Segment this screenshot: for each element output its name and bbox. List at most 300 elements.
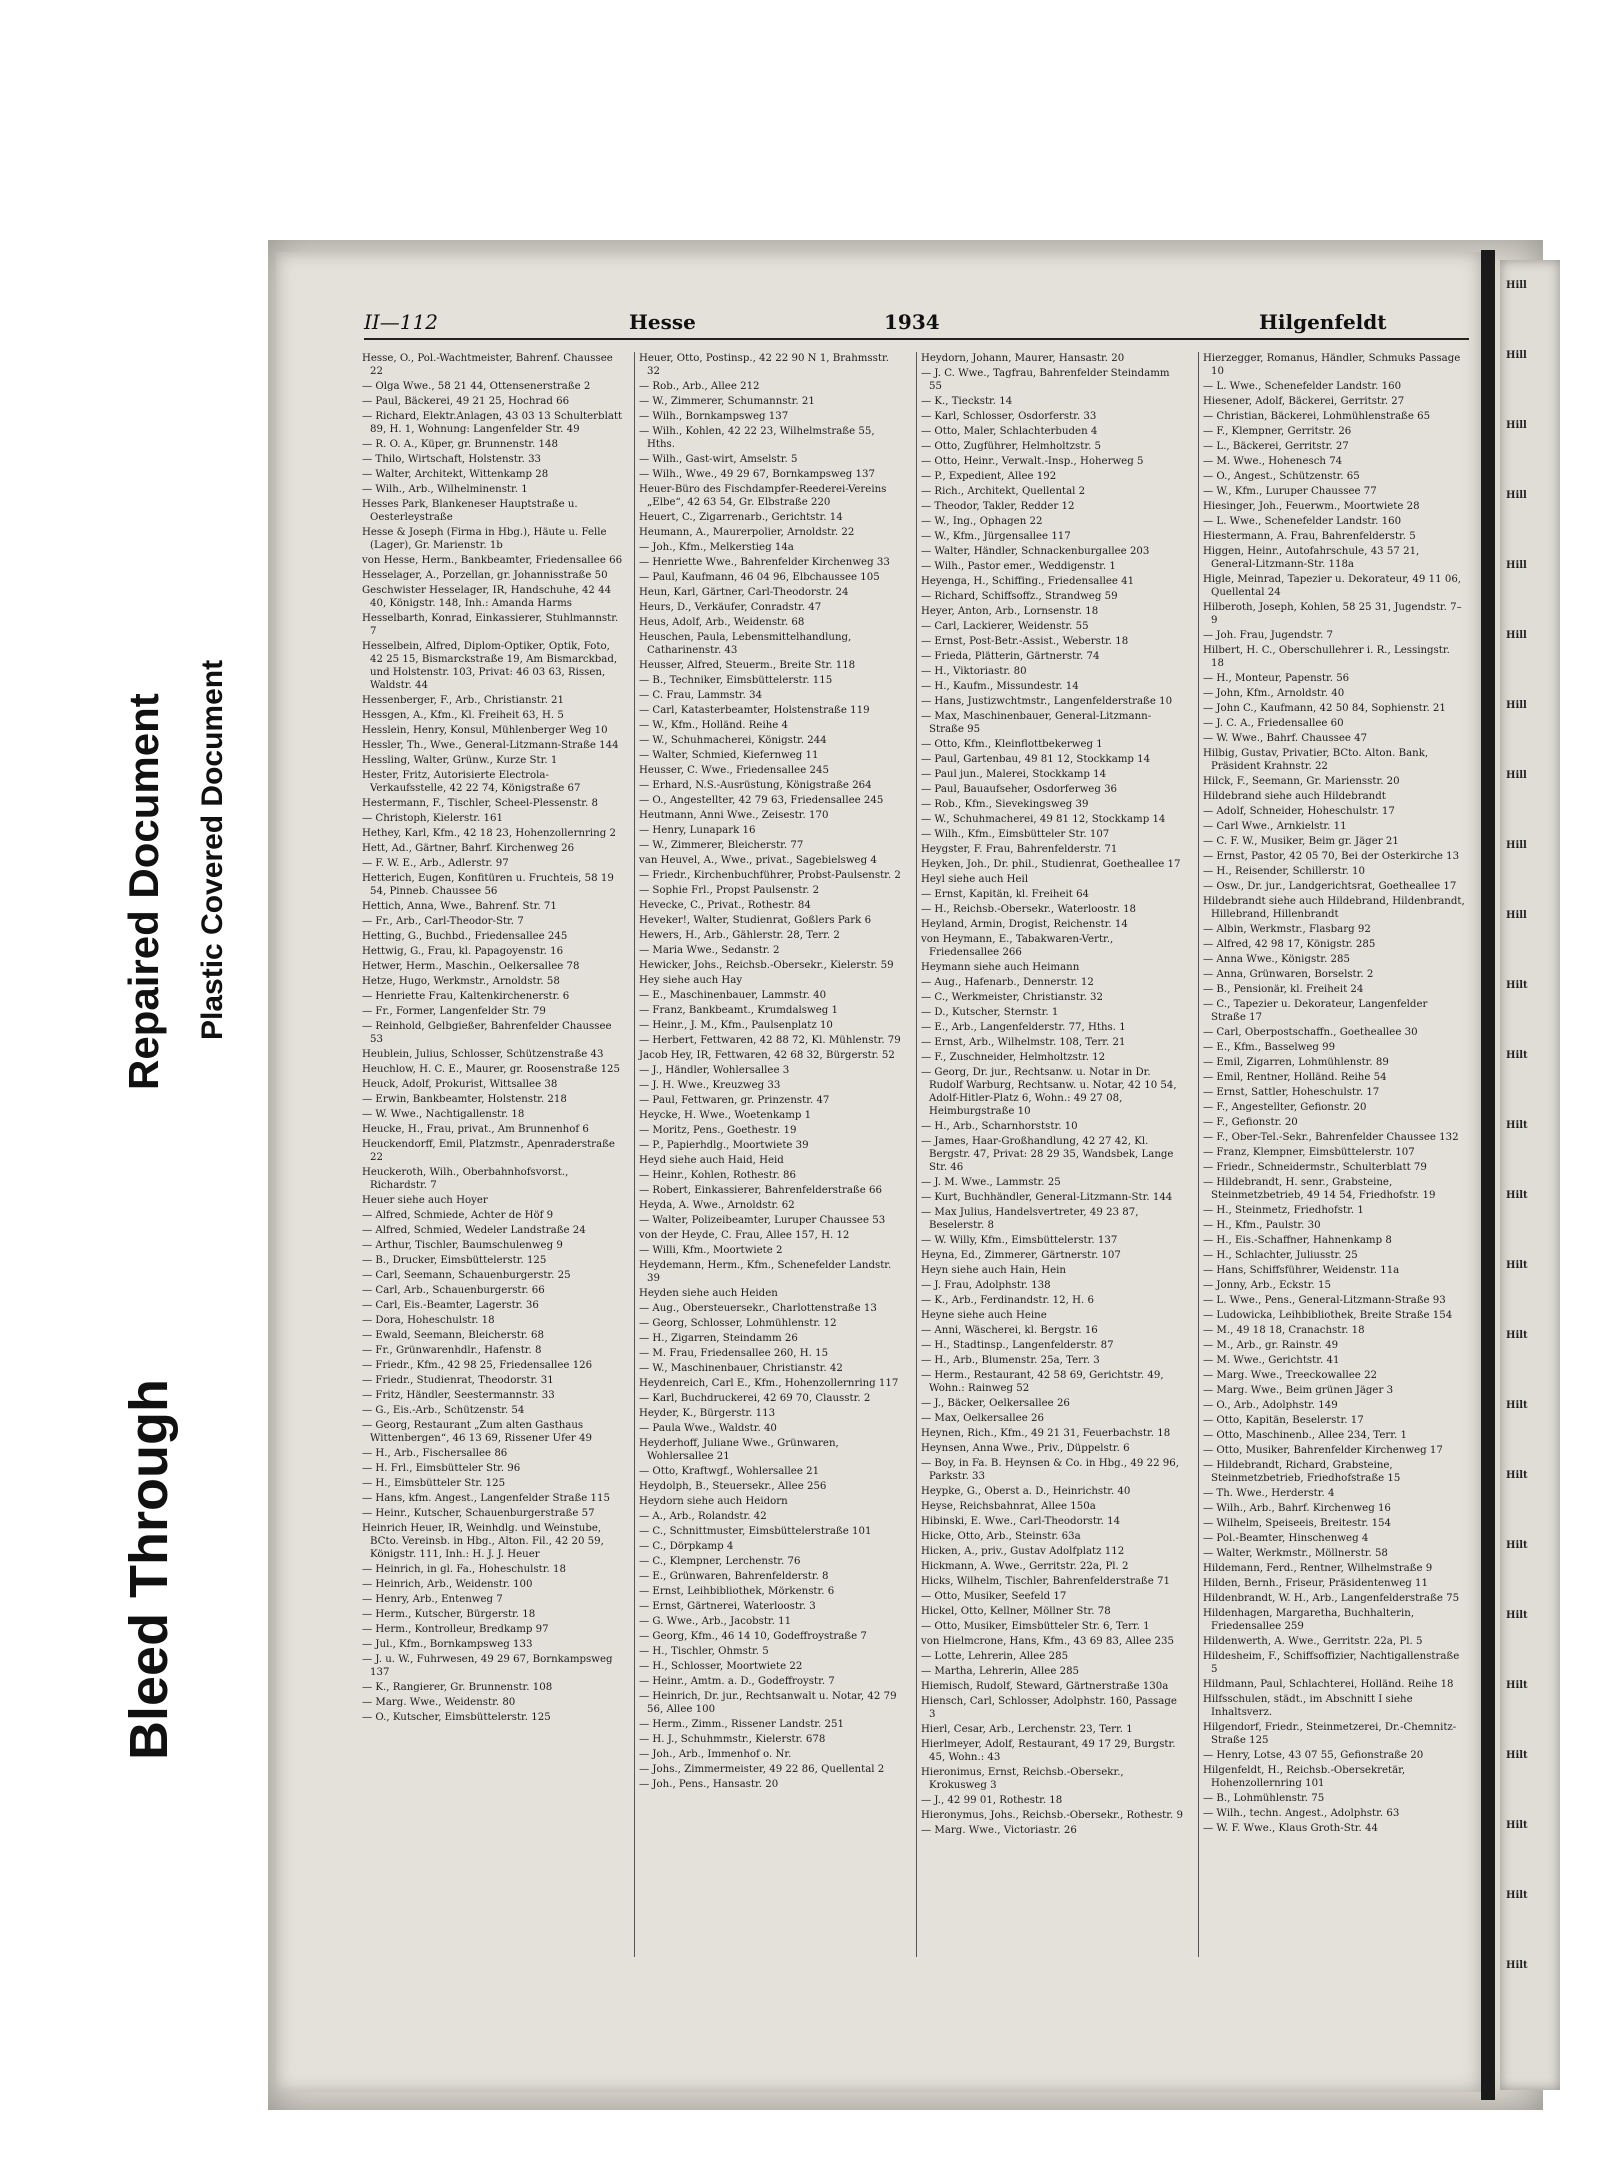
directory-entry: — H., Reichsb.-Obersekr., Waterloostr. 18	[921, 904, 1137, 915]
directory-entry: — Henriette Frau, Kaltenkirchenerstr. 6	[362, 991, 570, 1002]
directory-entry: — Otto, Musiker, Seefeld 17	[921, 1591, 1067, 1602]
directory-entry: — Georg, Kfm., 46 14 10, Godeffroystraße 7	[639, 1631, 867, 1642]
directory-entry: — H., Schlachter, Juliusstr. 25	[1203, 1250, 1358, 1261]
plastic-covered-label: Plastic Covered Document	[196, 659, 229, 1040]
next-page-stub: Hill	[1506, 770, 1527, 781]
directory-entry: — Friedr., Schneidermstr., Schulterblatt 79	[1203, 1162, 1427, 1173]
directory-entry: — Fr., Arb., Carl-Theodor-Str. 7	[362, 916, 524, 927]
directory-entry: — J. u. W., Fuhrwesen, 49 29 67, Bornkampsweg 137	[362, 1654, 613, 1678]
directory-entry: — W., Zimmerer, Schumannstr. 21	[639, 396, 815, 407]
directory-entry: — C. F. W., Musiker, Beim gr. Jäger 21	[1203, 836, 1399, 847]
directory-entry: — Wilh., Kohlen, 42 22 23, Wilhelmstraße 55, Hths.	[639, 426, 875, 450]
directory-entry: — G., Eis.-Arb., Schützenstr. 54	[362, 1405, 525, 1416]
directory-entry: Hilfsschulen, städt., im Abschnitt I siehe Inhaltsverz.	[1203, 1694, 1413, 1718]
directory-entry: — Ernst, Leihbibliothek, Mörkenstr. 6	[639, 1586, 835, 1597]
directory-entry: — Wilh., Gast-wirt, Amselstr. 5	[639, 454, 798, 465]
directory-entry: Heydenreich, Carl E., Kfm., Hohenzollernring 117	[639, 1378, 899, 1389]
directory-entry: — Osw., Dr. jur., Landgerichtsrat, Goetheallee 17	[1203, 881, 1457, 892]
directory-entry: Heycke, H. Wwe., Woetenkamp 1	[639, 1110, 812, 1121]
directory-entry: — Marg. Wwe., Weidenstr. 80	[362, 1697, 516, 1708]
directory-entry: Hewers, H., Arb., Gählerstr. 28, Terr. 2	[639, 930, 840, 941]
directory-page	[276, 252, 1481, 2092]
directory-entry: — Carl Wwe., Arnkielstr. 11	[1203, 821, 1347, 832]
directory-entry: Hesses Park, Blankeneser Hauptstraße u. Oesterleystraße	[362, 499, 578, 523]
directory-entry: Jacob Hey, IR, Fettwaren, 42 68 32, Bürgerstr. 52	[639, 1050, 895, 1061]
directory-entry: — O., Angest., Schützenstr. 65	[1203, 471, 1360, 482]
directory-entry: Hicken, A., priv., Gustav Adolfplatz 112	[921, 1546, 1125, 1557]
directory-entry: Heun, Karl, Gärtner, Carl-Theodorstr. 24	[639, 587, 849, 598]
directory-entry: von Heymann, E., Tabakwaren-Vertr., Friedensallee 266	[921, 934, 1114, 958]
directory-entry: — Hans, Justizwchtmstr., Langenfelderstraße 10	[921, 696, 1173, 707]
directory-entry: Heublein, Julius, Schlosser, Schützenstraße 43	[362, 1049, 604, 1060]
directory-entry: Heus, Adolf, Arb., Weidenstr. 68	[639, 617, 805, 628]
directory-entry: — Karl, Buchdruckerei, 42 69 70, Clausstr. 2	[639, 1393, 871, 1404]
directory-entry: von Hesse, Herm., Bankbeamter, Friedensallee 66	[362, 555, 623, 566]
directory-entry: — Paul, Bauaufseher, Osdorferweg 36	[921, 784, 1118, 795]
directory-entry: Heydolph, B., Steuersekr., Allee 256	[639, 1481, 827, 1492]
directory-entry: — W. Wwe., Nachtigallenstr. 18	[362, 1109, 525, 1120]
directory-entry: — Boy, in Fa. B. Heynsen & Co. in Hbg., 49 22 96, Parkstr. 33	[921, 1458, 1179, 1482]
directory-entry: — Ernst, Arb., Wilhelmstr. 108, Terr. 21	[921, 1037, 1126, 1048]
directory-entry: — J. H. Wwe., Kreuzweg 33	[639, 1080, 781, 1091]
directory-entry: — Wilh., Bornkampsweg 137	[639, 411, 789, 422]
directory-column-4	[1198, 352, 1465, 1957]
directory-entry: — C., Werkmeister, Christianstr. 32	[921, 992, 1104, 1003]
directory-entry: Hickel, Otto, Kellner, Möllner Str. 78	[921, 1606, 1111, 1617]
directory-entry: — Frieda, Plätterin, Gärtnerstr. 74	[921, 651, 1100, 662]
directory-entry: — Georg, Schlosser, Lohmühlenstr. 12	[639, 1318, 837, 1329]
directory-entry: — H., Kfm., Paulstr. 30	[1203, 1220, 1321, 1231]
directory-entry: — W., Ing., Ophagen 22	[921, 516, 1043, 527]
directory-entry: — Otto, Zugführer, Helmholtzstr. 5	[921, 441, 1102, 452]
directory-entry: — K., Rangierer, Gr. Brunnenstr. 108	[362, 1682, 553, 1693]
directory-entry: — Jonny, Arb., Eckstr. 15	[1203, 1280, 1331, 1291]
directory-entry: — Ernst, Gärtnerei, Waterloostr. 3	[639, 1601, 816, 1612]
directory-entry: Higgen, Heinr., Autofahrschule, 43 57 21, General-Litzmann-Str. 118a	[1203, 546, 1420, 570]
directory-entry: — J. C. A., Friedensallee 60	[1203, 718, 1344, 729]
directory-entry: — Paul, Fettwaren, gr. Prinzenstr. 47	[639, 1095, 830, 1106]
directory-entry: — Georg, Dr. jur., Rechtsanw. u. Notar in Dr. Rudolf Warburg, Rechtsanw. u. Notar, 42 10 54, Adolf-Hitler-Platz 6, Wohn.: 49 27 08, Heimburgstraße 10	[921, 1067, 1177, 1117]
directory-entry: Heyer, Anton, Arb., Lornsenstr. 18	[921, 606, 1099, 617]
directory-entry: Hiensch, Carl, Schlosser, Adolphstr. 160, Passage 3	[921, 1696, 1177, 1720]
directory-entry: — J., Händler, Wohlersallee 3	[639, 1065, 790, 1076]
directory-entry: — Aug., Obersteuersekr., Charlottenstraße 13	[639, 1303, 877, 1314]
directory-entry: Hieronymus, Johs., Reichsb.-Obersekr., Rothestr. 9	[921, 1810, 1183, 1821]
directory-entry: — W., Kfm., Luruper Chaussee 77	[1203, 486, 1377, 497]
directory-entry: — H., Eis.-Schaffner, Hahnenkamp 8	[1203, 1235, 1392, 1246]
directory-entry: — Herbert, Fettwaren, 42 88 72, Kl. Mühlenstr. 79	[639, 1035, 901, 1046]
directory-entry: — Anna, Grünwaren, Borselstr. 2	[1203, 969, 1374, 980]
directory-column-3	[916, 352, 1183, 1957]
directory-entry: Hierl, Cesar, Arb., Lerchenstr. 23, Terr. 1	[921, 1724, 1133, 1735]
next-page-stub: Hilt	[1506, 1540, 1528, 1551]
directory-entry: — E., Grünwaren, Bahrenfelderstr. 8	[639, 1571, 829, 1582]
directory-entry: — Joh., Kfm., Melkerstieg 14a	[639, 542, 794, 553]
next-page-edge	[1500, 260, 1560, 2090]
directory-entry: — B., Pensionär, kl. Freiheit 24	[1203, 984, 1364, 995]
directory-entry: — Pol.-Beamter, Hinschenweg 4	[1203, 1533, 1369, 1544]
directory-entry: Hewicker, Johs., Reichsb.-Obersekr., Kielerstr. 59	[639, 960, 894, 971]
directory-entry: — Wilh., Pastor emer., Weddigenstr. 1	[921, 561, 1116, 572]
directory-entry: — Carl, Katasterbeamter, Holstenstraße 119	[639, 705, 870, 716]
directory-entry: — F., Ober-Tel.-Sekr., Bahrenfelder Chaussee 132	[1203, 1132, 1459, 1143]
directory-entry: — F. W. E., Arb., Adlerstr. 97	[362, 858, 509, 869]
directory-entry: — Alfred, Schmiede, Achter de Höf 9	[362, 1210, 554, 1221]
directory-entry: Heuschen, Paula, Lebensmittelhandlung, Catharinenstr. 43	[639, 632, 852, 656]
directory-entry: — Max Julius, Handelsvertreter, 49 23 87, Beselerstr. 8	[921, 1207, 1139, 1231]
directory-entry: — Wilh., Kfm., Eimsbütteler Str. 107	[921, 829, 1110, 840]
directory-entry: — H., Arb., Scharnhorststr. 10	[921, 1121, 1078, 1132]
directory-entry: — H., Schlosser, Moortwiete 22	[639, 1661, 803, 1672]
directory-entry: — M. Wwe., Hohenesch 74	[1203, 456, 1343, 467]
directory-entry: Heyland, Armin, Drogist, Reichenstr. 14	[921, 919, 1128, 930]
directory-entry: Hesslein, Henry, Konsul, Mühlenberger Weg 10	[362, 725, 608, 736]
directory-entry: — Maria Wwe., Sedanstr. 2	[639, 945, 780, 956]
directory-entry: — Th. Wwe., Herderstr. 4	[1203, 1488, 1335, 1499]
directory-entry: — Rob., Arb., Allee 212	[639, 381, 760, 392]
directory-entry: — H., Stadtinsp., Langenfelderstr. 87	[921, 1340, 1114, 1351]
directory-entry: — F., Angestellter, Gefionstr. 20	[1203, 1102, 1367, 1113]
directory-entry: — Otto, Musiker, Bahrenfelder Kirchenweg 17	[1203, 1445, 1443, 1456]
directory-entry: Hessgen, A., Kfm., Kl. Freiheit 63, H. 5	[362, 710, 564, 721]
directory-entry: Heyna, Ed., Zimmerer, Gärtnerstr. 107	[921, 1250, 1121, 1261]
directory-entry: — H., Monteur, Papenstr. 56	[1203, 673, 1350, 684]
directory-entry: — Robert, Einkassierer, Bahrenfelderstraße 66	[639, 1185, 882, 1196]
directory-entry: Hey siehe auch Hay	[639, 975, 743, 986]
directory-entry: — C., Klempner, Lerchenstr. 76	[639, 1556, 801, 1567]
directory-entry: Hesse, O., Pol.-Wachtmeister, Bahrenf. Chaussee 22	[362, 353, 613, 377]
directory-entry: — Emil, Rentner, Holländ. Reihe 54	[1203, 1072, 1387, 1083]
directory-entry: Hesse & Joseph (Firma in Hbg.), Häute u. Felle (Lager), Gr. Marienstr. 1b	[362, 527, 607, 551]
directory-entry: Heutmann, Anni Wwe., Zeisestr. 170	[639, 810, 829, 821]
directory-entry: — Otto, Heinr., Verwalt.-Insp., Hoherweg 5	[921, 456, 1144, 467]
directory-entry: Heuer, Otto, Postinsp., 42 22 90 N 1, Brahmsstr. 32	[639, 353, 889, 377]
directory-entry: Hesselager, A., Porzellan, gr. Johannisstraße 50	[362, 570, 608, 581]
directory-entry: — Adolf, Schneider, Hoheschulstr. 17	[1203, 806, 1395, 817]
directory-entry: Hetting, G., Buchbd., Friedensallee 245	[362, 931, 568, 942]
directory-entry: Hicks, Wilhelm, Tischler, Bahrenfelderstraße 71	[921, 1576, 1170, 1587]
directory-entry: Hicke, Otto, Arb., Steinstr. 63a	[921, 1531, 1081, 1542]
directory-entry: Heuck, Adolf, Prokurist, Wittsallee 38	[362, 1079, 558, 1090]
next-page-stub: Hilt	[1506, 1330, 1528, 1341]
directory-entry: — M., Arb., gr. Rainstr. 49	[1203, 1340, 1339, 1351]
directory-entry: — H., Reisender, Schillerstr. 10	[1203, 866, 1366, 877]
directory-entry: Heuchlow, H. C. E., Maurer, gr. Roosenstraße 125	[362, 1064, 621, 1075]
directory-entry: Hethey, Karl, Kfm., 42 18 23, Hohenzollernring 2	[362, 828, 616, 839]
directory-entry: — Rob., Kfm., Sievekingsweg 39	[921, 799, 1089, 810]
directory-entry: — E., Arb., Langenfelderstr. 77, Hths. 1	[921, 1022, 1126, 1033]
page-year: 1934	[884, 310, 940, 334]
next-page-stub: Hilt	[1506, 1400, 1528, 1411]
directory-entry: — F., Klempner, Gerritstr. 26	[1203, 426, 1352, 437]
directory-entry: — Walter, Schmied, Kiefernweg 11	[639, 750, 819, 761]
directory-entry: — Joh. Frau, Jugendstr. 7	[1203, 630, 1334, 641]
directory-entry: Hester, Fritz, Autorisierte Electrola-Verkaufsstelle, 42 22 74, Königstraße 67	[362, 770, 581, 794]
directory-entry: — Fr., Former, Langenfelder Str. 79	[362, 1006, 546, 1017]
directory-entry: — O., Arb., Adolphstr. 149	[1203, 1400, 1338, 1411]
directory-entry: — J., 42 99 01, Rothestr. 18	[921, 1795, 1063, 1806]
directory-entry: — Johs., Zimmermeister, 49 22 86, Quellental 2	[639, 1764, 885, 1775]
directory-entry: Hibinski, E. Wwe., Carl-Theodorstr. 14	[921, 1516, 1121, 1527]
directory-entry: — Wilh., techn. Angest., Adolphstr. 63	[1203, 1808, 1400, 1819]
directory-entry: — Walter, Werkmstr., Möllnerstr. 58	[1203, 1548, 1388, 1559]
directory-entry: — W., Zimmerer, Bleicherstr. 77	[639, 840, 804, 851]
directory-entry: — Moritz, Pens., Goethestr. 19	[639, 1125, 797, 1136]
directory-entry: Hilbig, Gustav, Privatier, BCto. Alton. Bank, Präsident Krahnstr. 22	[1203, 748, 1429, 772]
directory-entry: — D., Kutscher, Sternstr. 1	[921, 1007, 1059, 1018]
directory-entry: — John C., Kaufmann, 42 50 84, Sophienstr. 21	[1203, 703, 1446, 714]
directory-entry: — Aug., Hafenarb., Dennerstr. 12	[921, 977, 1094, 988]
directory-entry: Hilden, Bernh., Friseur, Präsidentenweg 11	[1203, 1578, 1429, 1589]
directory-entry: — J. C. Wwe., Tagfrau, Bahrenfelder Steindamm 55	[921, 368, 1170, 392]
directory-entry: Hetze, Hugo, Werkmstr., Arnoldstr. 58	[362, 976, 560, 987]
directory-entry: Heymann siehe auch Heimann	[921, 962, 1080, 973]
directory-entry: — C., Dörpkamp 4	[639, 1541, 734, 1552]
directory-entry: Heyse, Reichsbahnrat, Allee 150a	[921, 1501, 1096, 1512]
directory-entry: — Erwin, Bankbeamter, Holstenstr. 218	[362, 1094, 567, 1105]
directory-entry: — Joh., Arb., Immenhof o. Nr.	[639, 1749, 792, 1760]
directory-entry: — Hildebrandt, Richard, Grabsteine, Steinmetzbetrieb, Friedhofstraße 15	[1203, 1460, 1401, 1484]
left-keyword: Hesse	[629, 310, 696, 334]
directory-entry: — Henriette Wwe., Bahrenfelder Kirchenweg 33	[639, 557, 890, 568]
directory-entry: — C. Frau, Lammstr. 34	[639, 690, 763, 701]
directory-entry: — John, Kfm., Arnoldstr. 40	[1203, 688, 1345, 699]
next-page-stub: Hilt	[1506, 1120, 1528, 1131]
directory-entry: — Otto, Maschinenb., Allee 234, Terr. 1	[1203, 1430, 1407, 1441]
directory-entry: — F., Gefionstr. 20	[1203, 1117, 1298, 1128]
directory-entry: — Friedr., Kirchenbuchführer, Probst-Paulsenstr. 2	[639, 870, 901, 881]
directory-entry: Hilgenfeldt, H., Reichsb.-Obersekretär, Hohenzollernring 101	[1203, 1765, 1406, 1789]
directory-entry: Hetwer, Herm., Maschin., Oelkersallee 78	[362, 961, 580, 972]
directory-entry: — E., Kfm., Basselweg 99	[1203, 1042, 1336, 1053]
next-page-stub: Hilt	[1506, 1050, 1528, 1061]
directory-entry: — F., Zuschneider, Helmholtzstr. 12	[921, 1052, 1106, 1063]
directory-entry: — Willi, Kfm., Moortwiete 2	[639, 1245, 783, 1256]
directory-entry: — H., Arb., Blumenstr. 25a, Terr. 3	[921, 1355, 1100, 1366]
directory-entry: — Sophie Frl., Propst Paulsenstr. 2	[639, 885, 820, 896]
directory-entry: — Herm., Kontrolleur, Bredkamp 97	[362, 1624, 549, 1635]
directory-entry: — James, Haar-Großhandlung, 42 27 42, Kl. Bergstr. 47, Privat: 28 29 35, Wandsbek, Lange Str. 46	[921, 1136, 1174, 1173]
directory-entry: — L. Wwe., Schenefelder Landstr. 160	[1203, 516, 1402, 527]
directory-entry: — Walter, Polizeibeamter, Luruper Chaussee 53	[639, 1215, 886, 1226]
directory-entry: — Heinrich, Dr. jur., Rechtsanwalt u. Notar, 42 79 56, Allee 100	[639, 1691, 897, 1715]
directory-entry: — J., Bäcker, Oelkersallee 26	[921, 1398, 1070, 1409]
directory-entry: — Wilh., Wwe., 49 29 67, Bornkampsweg 137	[639, 469, 875, 480]
directory-entry: — Herm., Restaurant, 42 58 69, Gerichtstr. 49, Wohn.: Rainweg 52	[921, 1370, 1164, 1394]
directory-entry: — G. Wwe., Arb., Jacobstr. 11	[639, 1616, 792, 1627]
directory-entry: — Franz, Bankbeamt., Krumdalsweg 1	[639, 1005, 839, 1016]
next-page-stub: Hilt	[1506, 1260, 1528, 1271]
next-page-stub: Hilt	[1506, 1890, 1528, 1901]
directory-entry: — A., Arb., Rolandstr. 42	[639, 1511, 767, 1522]
directory-entry: — Heinr., Kutscher, Schauenburgerstraße 57	[362, 1508, 595, 1519]
directory-entry: — Ernst, Sattler, Hoheschulstr. 17	[1203, 1087, 1380, 1098]
directory-entry: Heydemann, Herm., Kfm., Schenefelder Landstr. 39	[639, 1260, 892, 1284]
directory-entry: — W., Kfm., Jürgensallee 117	[921, 531, 1071, 542]
directory-entry: Heuer siehe auch Hoyer	[362, 1195, 488, 1206]
directory-entry: — Jul., Kfm., Bornkampsweg 133	[362, 1639, 533, 1650]
directory-entry: — Ernst, Post-Betr.-Assist., Weberstr. 18	[921, 636, 1129, 647]
directory-entry: Hestermann, F., Tischler, Scheel-Plessenstr. 8	[362, 798, 598, 809]
directory-entry: — Alfred, Schmied, Wedeler Landstraße 24	[362, 1225, 586, 1236]
directory-entry: — Theodor, Takler, Redder 12	[921, 501, 1075, 512]
directory-entry: Hildmann, Paul, Schlachterei, Holländ. Reihe 18	[1203, 1679, 1454, 1690]
directory-entry: Heyder, K., Bürgerstr. 113	[639, 1408, 776, 1419]
next-page-stub: Hilt	[1506, 1820, 1528, 1831]
directory-entry: — Heinr., J. M., Kfm., Paulsenplatz 10	[639, 1020, 833, 1031]
directory-entry: — Henry, Lotse, 43 07 55, Gefionstraße 20	[1203, 1750, 1424, 1761]
directory-entry: Heygster, F. Frau, Bahrenfelderstr. 71	[921, 844, 1118, 855]
directory-entry: Hettich, Anna, Wwe., Bahrenf. Str. 71	[362, 901, 557, 912]
directory-entry: — Otto, Maler, Schlachterbuden 4	[921, 426, 1098, 437]
directory-entry: — Richard, Elektr.Anlagen, 43 03 13 Schulterblatt 89, H. 1, Wohnung: Langenfelder Str. 49	[362, 411, 623, 435]
directory-entry: — Carl, Arb., Schauenburgerstr. 66	[362, 1285, 545, 1296]
directory-entry: Heynsen, Anna Wwe., Priv., Düppelstr. 6	[921, 1443, 1130, 1454]
directory-entry: — Heinrich, Arb., Weidenstr. 100	[362, 1579, 533, 1590]
directory-entry: Heuckeroth, Wilh., Oberbahnhofsvorst., Richardstr. 7	[362, 1167, 569, 1191]
directory-entry: — Hans, kfm. Angest., Langenfelder Straße 115	[362, 1493, 610, 1504]
directory-entry: — Emil, Zigarren, Lohmühlenstr. 89	[1203, 1057, 1389, 1068]
next-page-stub: Hilt	[1506, 1190, 1528, 1201]
next-page-stub: Hill	[1506, 700, 1527, 711]
directory-entry: — Ludowicka, Leihbibliothek, Breite Straße 154	[1203, 1310, 1453, 1321]
directory-entry: — H., Eimsbütteler Str. 125	[362, 1478, 506, 1489]
directory-entry: Heuert, C., Zigarrenarb., Gerichtstr. 14	[639, 512, 843, 523]
next-page-stub: Hilt	[1506, 1680, 1528, 1691]
directory-entry: Heyd siehe auch Haid, Heid	[639, 1155, 784, 1166]
directory-entry: — Kurt, Buchhändler, General-Litzmann-Str. 144	[921, 1192, 1173, 1203]
directory-entry: — Max, Oelkersallee 26	[921, 1413, 1044, 1424]
directory-entry: — Henry, Arb., Entenweg 7	[362, 1594, 503, 1605]
directory-entry: — Joh., Pens., Hansastr. 20	[639, 1779, 779, 1790]
directory-entry: — H. Frl., Eimsbütteler Str. 96	[362, 1463, 521, 1474]
directory-entry: — Otto, Musiker, Eimsbütteler Str. 6, Terr. 1	[921, 1621, 1150, 1632]
directory-entry: — Alfred, 42 98 17, Königstr. 285	[1203, 939, 1376, 950]
directory-entry: — Ernst, Pastor, 42 05 70, Bei der Osterkirche 13	[1203, 851, 1460, 862]
directory-entry: Hiesinger, Joh., Feuerwm., Moortwiete 28	[1203, 501, 1420, 512]
directory-entry: — B., Drucker, Eimsbüttelerstr. 125	[362, 1255, 547, 1266]
next-page-stub: Hill	[1506, 490, 1527, 501]
directory-entry: — K., Arb., Ferdinandstr. 12, H. 6	[921, 1295, 1094, 1306]
directory-entry: — Marg. Wwe., Beim grünen Jäger 3	[1203, 1385, 1394, 1396]
directory-entry: — L. Wwe., Schenefelder Landstr. 160	[1203, 381, 1402, 392]
directory-entry: — Walter, Architekt, Wittenkamp 28	[362, 469, 549, 480]
directory-entry: — Christian, Bäckerei, Lohmühlenstraße 65	[1203, 411, 1431, 422]
directory-entry: — M., 49 18 18, Cranachstr. 18	[1203, 1325, 1365, 1336]
directory-entry: — Thilo, Wirtschaft, Holstenstr. 33	[362, 454, 542, 465]
directory-entry: — H., Viktoriastr. 80	[921, 666, 1027, 677]
directory-entry: Heypke, G., Oberst a. D., Heinrichstr. 40	[921, 1486, 1131, 1497]
directory-entry: — J. M. Wwe., Lammstr. 25	[921, 1177, 1061, 1188]
directory-entry: Hiemisch, Rudolf, Steward, Gärtnerstraße 130a	[921, 1681, 1169, 1692]
directory-entry: — Herm., Zimm., Rissener Landstr. 251	[639, 1719, 844, 1730]
directory-entry: — Henry, Lunapark 16	[639, 825, 756, 836]
page-number: II—112	[364, 310, 438, 334]
directory-entry: Hierzegger, Romanus, Händler, Schmuks Passage 10	[1203, 353, 1461, 377]
directory-entry: Hilck, F., Seemann, Gr. Mariensstr. 20	[1203, 776, 1400, 787]
directory-entry: — Heinrich, in gl. Fa., Hoheschulstr. 18	[362, 1564, 566, 1575]
next-page-stub: Hill	[1506, 630, 1527, 641]
directory-entry: — Erhard, N.S.-Ausrüstung, Königstraße 264	[639, 780, 872, 791]
directory-entry: Hesselbarth, Konrad, Einkassierer, Stuhlmannstr. 7	[362, 613, 619, 637]
directory-entry: — M. Wwe., Gerichtstr. 41	[1203, 1355, 1340, 1366]
directory-entry: Hiestermann, A. Frau, Bahrenfelderstr. 5	[1203, 531, 1416, 542]
directory-entry: — Reinhold, Gelbgießer, Bahrenfelder Chaussee 53	[362, 1021, 612, 1045]
directory-entry: — C., Tapezier u. Dekorateur, Langenfelder Straße 17	[1203, 999, 1428, 1023]
directory-entry: — Olga Wwe., 58 21 44, Ottensenerstraße 2	[362, 381, 591, 392]
directory-entry: — K., Tieckstr. 14	[921, 396, 1013, 407]
directory-entry: Heyken, Joh., Dr. phil., Studienrat, Goetheallee 17	[921, 859, 1181, 870]
directory-entry: — W., Maschinenbauer, Christianstr. 42	[639, 1363, 843, 1374]
directory-entry: — H., Steinmetz, Friedhofstr. 1	[1203, 1205, 1364, 1216]
directory-entry: — B., Lohmühlenstr. 75	[1203, 1793, 1325, 1804]
directory-entry: — W. Willy, Kfm., Eimsbüttelerstr. 137	[921, 1235, 1118, 1246]
directory-entry: Heyn siehe auch Hain, Hein	[921, 1265, 1066, 1276]
directory-entry: von der Heyde, C. Frau, Allee 157, H. 12	[639, 1230, 850, 1241]
next-page-stub: Hilt	[1506, 980, 1528, 991]
directory-entry: — H., Kaufm., Missundestr. 14	[921, 681, 1079, 692]
directory-entry: — M. Frau, Friedensallee 260, H. 15	[639, 1348, 829, 1359]
directory-entry: — W., Schuhmacherei, 49 81 12, Stockkamp 14	[921, 814, 1166, 825]
directory-entry: — Otto, Kfm., Kleinflottbekerweg 1	[921, 739, 1103, 750]
directory-entry: Higle, Meinrad, Tapezier u. Dekorateur, 49 11 06, Quellental 24	[1203, 574, 1462, 598]
directory-entry: — Marg. Wwe., Treeckowallee 22	[1203, 1370, 1378, 1381]
directory-entry: van Heuvel, A., Wwe., privat., Sagebielsweg 4	[639, 855, 877, 866]
directory-entry: Hildebrandt siehe auch Hildebrand, Hildenbrandt, Hillebrand, Hillenbrandt	[1203, 896, 1465, 920]
directory-entry: Hett, Ad., Gärtner, Bahrf. Kirchenweg 26	[362, 843, 575, 854]
directory-entry: Heusser, Alfred, Steuerm., Breite Str. 118	[639, 660, 856, 671]
next-page-stub: Hilt	[1506, 1960, 1528, 1971]
directory-entry: Hildenhagen, Margaretha, Buchhalterin, Friedensallee 259	[1203, 1608, 1415, 1632]
directory-entry: Heyenga, H., Schiffing., Friedensallee 41	[921, 576, 1135, 587]
directory-entry: — Anna Wwe., Königstr. 285	[1203, 954, 1350, 965]
directory-entry: — Marg. Wwe., Victoriastr. 26	[921, 1825, 1077, 1836]
directory-entry: — Friedr., Studienrat, Theodorstr. 31	[362, 1375, 554, 1386]
directory-entry: Geschwister Hesselager, IR, Handschuhe, 42 44 40, Königstr. 148, Inh.: Amanda Harms	[362, 585, 612, 609]
directory-entry: — Carl, Eis.-Beamter, Lagerstr. 36	[362, 1300, 539, 1311]
directory-entry: — Wilh., Arb., Bahrf. Kirchenweg 16	[1203, 1503, 1391, 1514]
next-page-stub: Hill	[1506, 840, 1527, 851]
directory-entry: — Fr., Grünwarenhdlr., Hafenstr. 8	[362, 1345, 542, 1356]
directory-entry: — Paula Wwe., Waldstr. 40	[639, 1423, 777, 1434]
directory-entry: Heyderhoff, Juliane Wwe., Grünwaren, Wohlersallee 21	[639, 1438, 839, 1462]
directory-entry: — Hildebrandt, H. senr., Grabsteine, Steinmetzbetrieb, 49 14 54, Friedhofstr. 19	[1203, 1177, 1436, 1201]
directory-entry: — E., Maschinenbauer, Lammstr. 40	[639, 990, 827, 1001]
next-page-stub: Hill	[1506, 910, 1527, 921]
directory-entry: — Max, Maschinenbauer, General-Litzmann-Straße 95	[921, 711, 1152, 735]
right-keyword: Hilgenfeldt	[1259, 310, 1387, 334]
directory-entry: — W., Schuhmacherei, Königstr. 244	[639, 735, 827, 746]
directory-entry: Hetterich, Eugen, Konfitüren u. Fruchteis, 58 19 54, Pinneb. Chaussee 56	[362, 873, 614, 897]
directory-entry: — H., Zigarren, Steindamm 26	[639, 1333, 798, 1344]
directory-entry: Hickmann, A. Wwe., Gerritstr. 22a, Pl. 2	[921, 1561, 1129, 1572]
directory-entry: — Heinr., Amtm. a. D., Godeffroystr. 7	[639, 1676, 835, 1687]
page-header	[364, 310, 1469, 340]
directory-entry: — Ernst, Kapitän, kl. Freiheit 64	[921, 889, 1090, 900]
directory-entry: Hilbert, H. C., Oberschullehrer i. R., Lessingstr. 18	[1203, 645, 1450, 669]
directory-entry: — Arthur, Tischler, Baumschulenweg 9	[362, 1240, 563, 1251]
directory-entry: Hettwig, G., Frau, kl. Papagoyenstr. 16	[362, 946, 564, 957]
directory-entry: Heveker!, Walter, Studienrat, Goßlers Park 6	[639, 915, 872, 926]
directory-entry: Heuer-Büro des Fischdampfer-Reederei-Vereins „Elbe“, 42 63 54, Gr. Elbstraße 220	[639, 484, 887, 508]
directory-entry: Heynen, Rich., Kfm., 49 21 31, Feuerbachstr. 18	[921, 1428, 1171, 1439]
directory-entry: — Walter, Händler, Schnackenburgallee 203	[921, 546, 1150, 557]
directory-entry: Heyda, A. Wwe., Arnoldstr. 62	[639, 1200, 795, 1211]
directory-entry: Hieronimus, Ernst, Reichsb.-Obersekr., Krokusweg 3	[921, 1767, 1124, 1791]
directory-entry: — Martha, Lehrerin, Allee 285	[921, 1666, 1080, 1677]
directory-entry: Hessling, Walter, Grünw., Kurze Str. 1	[362, 755, 558, 766]
directory-entry: — P., Papierhdlg., Moortwiete 39	[639, 1140, 809, 1151]
